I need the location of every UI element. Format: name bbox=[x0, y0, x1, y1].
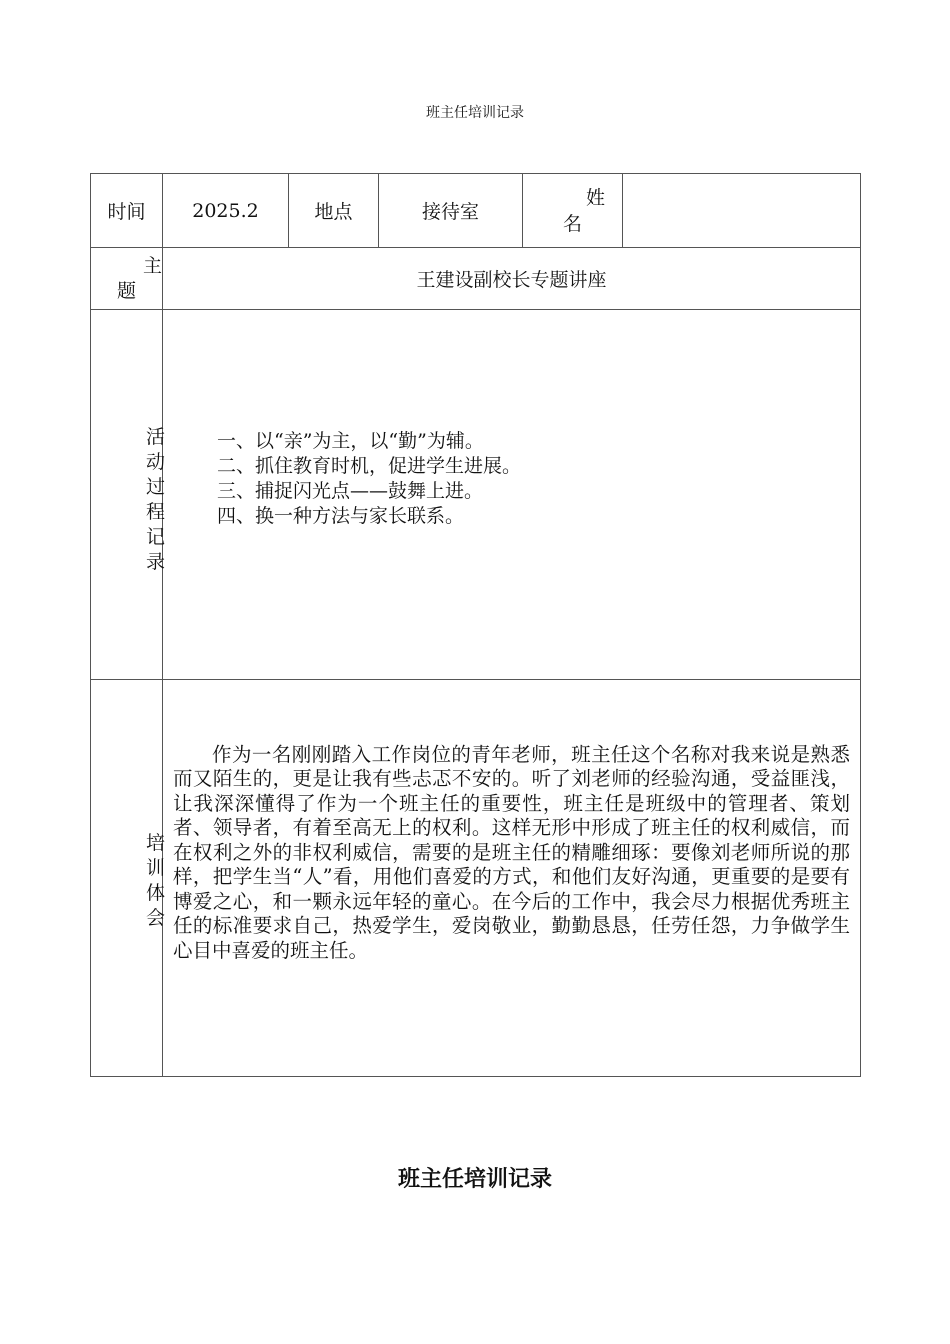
activity-row bbox=[91, 310, 861, 680]
topic-row bbox=[91, 248, 861, 310]
reflection-text: 作为一名刚刚踏入工作岗位的青年老师，班主任这个名称对我来说是熟悉而又陌生的，更是让我有些忐忑不安的。听了刘老师的经验沟通，受益匪浅，让我深深懂得了作为一个班主任的重要性，班主任是班级中的管理者、策划者、领导者，有着至高无上的权利。这样无形中形成了班主任的权利威信，而在权利之外的非权利威信，需要的是班主任的精雕细琢：要像刘老师所说的那样，把学生当“人”看，用他们喜爱的方式，和他们友好沟通，更重要的是要有博爱之心，和一颗永远年轻的童心。在今后的工作中，我会尽力根据优秀班主任的标准要求自己，热爱学生，爱岗敬业，勤勤恳恳，任劳任怨，力争做学生心目中喜爱的班主任。 bbox=[173, 742, 850, 962]
reflection-label-char: 训 bbox=[146, 857, 166, 879]
name-value bbox=[623, 174, 861, 248]
topic-label-line1: 主 bbox=[142, 254, 162, 277]
activity-item: 四、换一种方法与家长联系。 bbox=[217, 504, 465, 527]
reflection-label-char: 体 bbox=[146, 882, 166, 904]
activity-content bbox=[163, 310, 861, 680]
topic-label-cell bbox=[91, 248, 163, 310]
reflection-row bbox=[91, 680, 861, 1077]
page-header-title: 班主任培训记录 bbox=[426, 105, 524, 121]
reflection-label-char: 会 bbox=[146, 907, 166, 929]
activity-label-char: 动 bbox=[146, 450, 166, 473]
activity-label-char: 录 bbox=[146, 550, 166, 573]
time-label: 时间 bbox=[91, 174, 163, 248]
activity-item: 二、抓住教育时机，促进学生进展。 bbox=[217, 454, 522, 477]
activity-label-char: 程 bbox=[146, 500, 166, 523]
place-value: 接待室 bbox=[379, 174, 523, 248]
info-row bbox=[91, 174, 861, 248]
name-label-cell bbox=[523, 174, 623, 248]
activity-item: 一、以“亲”为主，以“勤”为辅。 bbox=[217, 429, 484, 452]
topic-value: 王建设副校长专题讲座 bbox=[163, 248, 861, 310]
activity-label-char: 活 bbox=[146, 425, 166, 448]
place-label: 地点 bbox=[289, 174, 379, 248]
reflection-label-cell bbox=[91, 680, 166, 1077]
reflection-content bbox=[163, 680, 861, 1077]
name-label-line1: 姓 bbox=[585, 186, 605, 209]
activity-item: 三、捕捉闪光点——鼓舞上进。 bbox=[217, 479, 484, 502]
activity-label-char: 过 bbox=[146, 475, 166, 498]
time-value: 2025.2 bbox=[163, 174, 289, 248]
activity-label-cell bbox=[91, 310, 166, 680]
activity-label-char: 记 bbox=[146, 525, 166, 548]
topic-label-line2: 题 bbox=[117, 279, 137, 302]
reflection-label-char: 培 bbox=[146, 832, 166, 854]
training-record-table bbox=[90, 173, 861, 1077]
name-label-line2: 名 bbox=[562, 212, 582, 235]
next-page-title: 班主任培训记录 bbox=[397, 1167, 552, 1192]
